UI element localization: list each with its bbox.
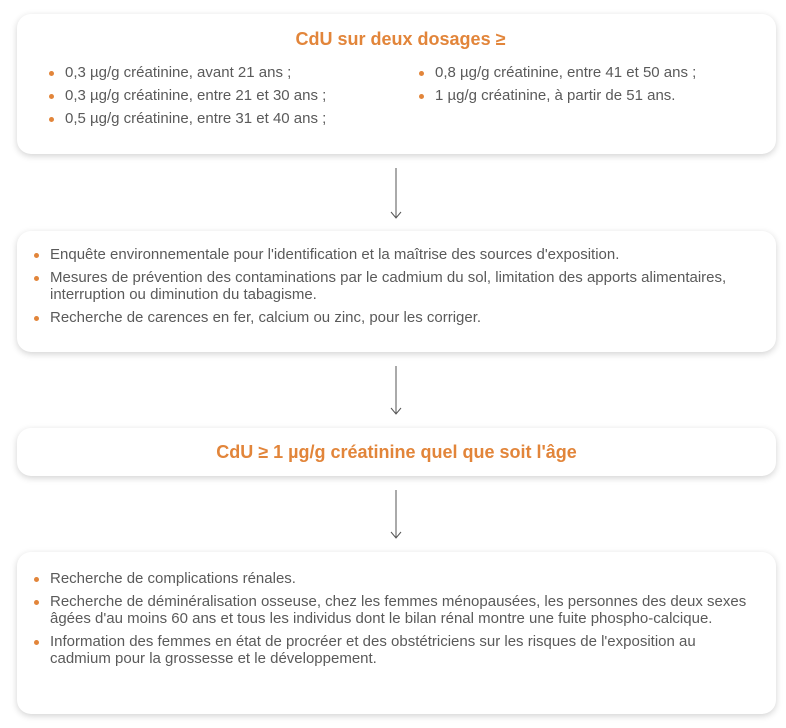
list-item: Enquête environnementale pour l'identification et la maîtrise des sources d'exposition. — [30, 246, 756, 263]
followup-box — [17, 552, 776, 714]
list-item: 0,8 µg/g créatinine, entre 41 et 50 ans ; — [415, 64, 755, 81]
followup-list — [30, 570, 754, 667]
threshold-columns — [45, 64, 756, 133]
threshold-title: CdU sur deux dosages ≥ — [295, 29, 506, 49]
list-item: Mesures de prévention des contaminations par le cadmium du sol, limitation des apports alimentaires, interruption ou diminution du tabagisme. — [30, 269, 756, 303]
list-item: Recherche de carences en fer, calcium ou zinc, pour les corriger. — [30, 309, 756, 326]
actions-box — [17, 231, 776, 352]
list-item: Recherche de complications rénales. — [30, 570, 754, 587]
high-threshold-title: CdU ≥ 1 µg/g créatinine quel que soit l'âge — [216, 442, 577, 462]
threshold-box — [17, 14, 776, 154]
down-arrow-icon — [388, 366, 404, 416]
threshold-list-left — [45, 64, 415, 133]
high-threshold-box — [17, 428, 776, 476]
down-arrow-icon — [388, 490, 404, 540]
actions-list — [30, 246, 756, 326]
list-item: Recherche de déminéralisation osseuse, chez les femmes ménopausées, les personnes des deux sexes âgées d'au moins 60 ans et tous les individus dont le bilan rénal montre une fuite phospho-calcique. — [30, 593, 754, 627]
threshold-list-right — [415, 64, 755, 133]
list-item: Information des femmes en état de procréer et des obstétriciens sur les risques de l'exposition au cadmium pour la grossesse et le développement. — [30, 633, 754, 667]
list-item: 0,5 µg/g créatinine, entre 31 et 40 ans ; — [45, 110, 415, 127]
list-item: 1 µg/g créatinine, à partir de 51 ans. — [415, 87, 755, 104]
down-arrow-icon — [388, 168, 404, 220]
list-item: 0,3 µg/g créatinine, entre 21 et 30 ans ; — [45, 87, 415, 104]
list-item: 0,3 µg/g créatinine, avant 21 ans ; — [45, 64, 415, 81]
